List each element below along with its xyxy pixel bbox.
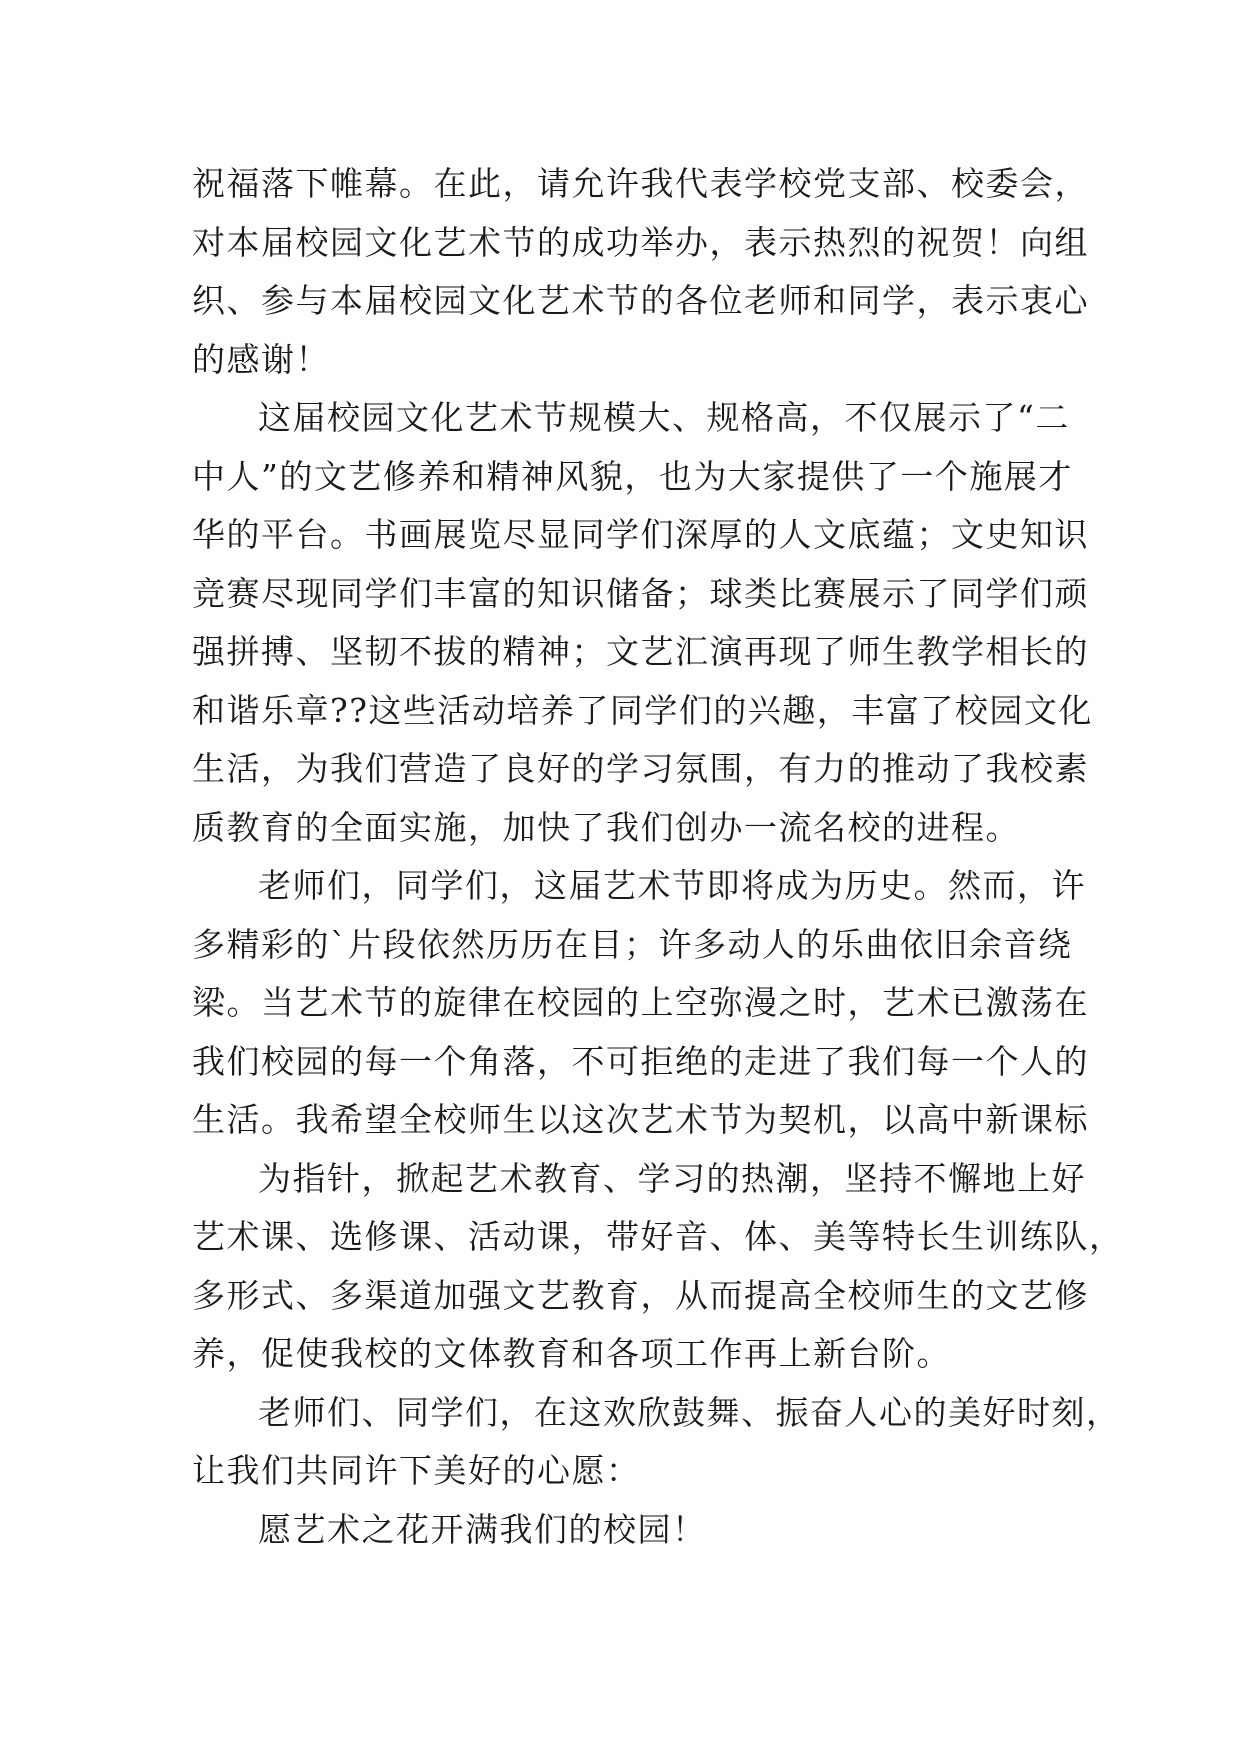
paragraph-first-line: 为指针，掀起艺术教育、学习的热潮，坚持不懈地上好 — [258, 1158, 1086, 1198]
text-line: 织、参与本届校园文化艺术节的各位老师和同学，表示衷心 — [192, 281, 1089, 320]
text-line: 梁。当艺术节的旋律在校园的上空弥漫之时，艺术已激荡在 — [192, 983, 1089, 1022]
text-line: 让我们共同许下美好的心愿： — [192, 1451, 641, 1490]
text-line: 华的平台。书画展览尽显同学们深厚的人文底蕴；文史知识 — [192, 515, 1089, 554]
text-line: 和谐乐章??这些活动培养了同学们的兴趣，丰富了校园文化 — [192, 690, 1093, 730]
paragraph-first-line: 老师们，同学们，这届艺术节即将成为历史。然而，许 — [258, 866, 1086, 905]
text-line: 中人”的文艺修养和精神风貌，也为大家提供了一个施展才 — [192, 456, 1073, 496]
text-line: 强拼搏、坚韧不拔的精神；文艺汇演再现了师生教学相长的 — [192, 632, 1089, 671]
text-line: 对本届校园文化艺术节的成功举办，表示热烈的祝贺！向组 — [192, 222, 1089, 262]
text-line: 质教育的全面实施，加快了我们创办一流名校的进程。 — [192, 807, 1020, 847]
text-line: 竞赛尽现同学们丰富的知识储备；球类比赛展示了同学们顽 — [192, 573, 1089, 613]
text-line: 生活。我希望全校师生以这次艺术节为契机，以高中新课标 — [192, 1100, 1089, 1139]
paragraph-first-line: 这届校园文化艺术节规模大、规格高，不仅展示了“二 — [258, 398, 1070, 437]
paragraph-first-line: 愿艺术之花开满我们的校园！ — [258, 1509, 707, 1549]
text-line: 多形式、多渠道加强文艺教育，从而提高全校师生的文艺修 — [192, 1275, 1089, 1315]
text-line: 生活，为我们营造了良好的学习氛围，有力的推动了我校素 — [192, 749, 1089, 788]
text-line: 的感谢！ — [192, 339, 330, 379]
paragraph-first-line: 老师们、同学们，在这欢欣鼓舞、振奋人心的美好时刻， — [258, 1392, 1121, 1432]
text-line: 艺术课、选修课、活动课，带好音、体、美等特长生训练队， — [192, 1217, 1124, 1256]
text-line: 祝福落下帷幕。在此，请允许我代表学校党支部、校委会， — [192, 164, 1089, 203]
body-text — [192, 155, 1124, 1559]
text-line: 多精彩的`片段依然历历在目；许多动人的乐曲依旧余音绕 — [192, 924, 1073, 964]
text-line: 养，促使我校的文体教育和各项工作再上新台阶。 — [192, 1334, 951, 1373]
text-line: 我们校园的每一个角落，不可拒绝的走进了我们每一个人的 — [192, 1041, 1089, 1081]
